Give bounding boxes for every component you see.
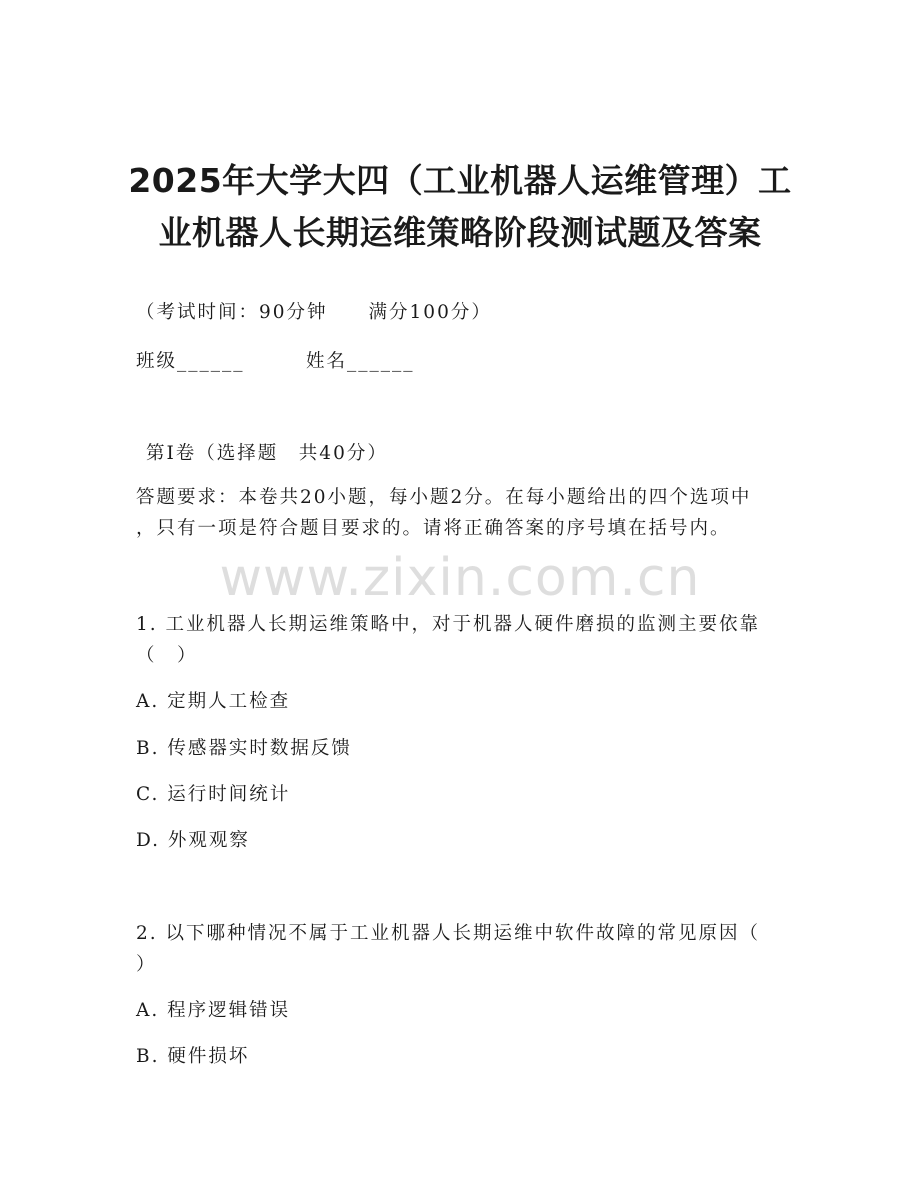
class-name-fields: 班级______ 姓名______ <box>136 351 415 372</box>
document-title-line-2: 业机器人长期运维策略阶段测试题及答案 <box>158 213 762 252</box>
question-1-option-b: B. 传感器实时数据反馈 <box>136 738 352 759</box>
question-1-option-d: D. 外观观察 <box>136 830 250 851</box>
section-heading: 第Ⅰ卷（选择题 共40分） <box>146 443 388 464</box>
instructions-line-1: 答题要求：本卷共20小题，每小题2分。在每小题给出的四个选项中 <box>136 487 752 508</box>
watermark: www.zixin.com.cn <box>219 548 701 608</box>
question-1-stem-line-1: 1. 工业机器人长期运维策略中，对于机器人硬件磨损的监测主要依靠 <box>136 614 761 635</box>
question-2-stem-line-1: 2. 以下哪种情况不属于工业机器人长期运维中软件故障的常见原因（ <box>136 923 761 944</box>
question-2-option-b: B. 硬件损坏 <box>136 1046 250 1067</box>
question-2-stem-line-2: ） <box>136 954 157 975</box>
question-1-option-a: A. 定期人工检查 <box>136 691 291 712</box>
question-1-option-c: C. 运行时间统计 <box>136 784 291 805</box>
question-1-stem-line-2: （ ） <box>136 645 198 666</box>
instructions-line-2: ，只有一项是符合题目要求的。请将正确答案的序号填在括号内。 <box>136 518 731 539</box>
question-2-option-a: A. 程序逻辑错误 <box>136 1000 291 1021</box>
document-title-line-1: 2025年大学大四（工业机器人运维管理）工 <box>128 161 792 200</box>
exam-time-score: （考试时间：90分钟 满分100分） <box>136 302 492 323</box>
